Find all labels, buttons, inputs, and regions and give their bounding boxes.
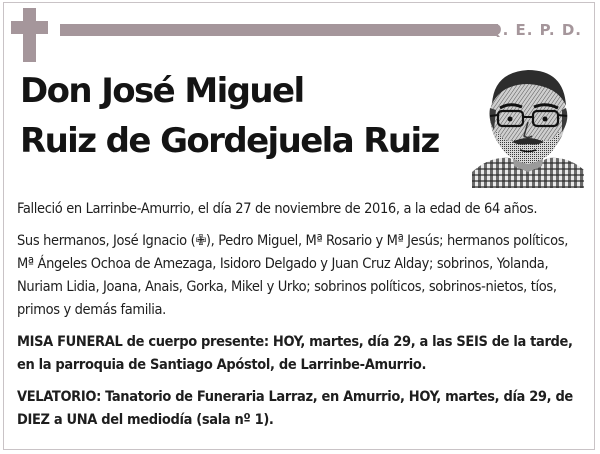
cross-horizontal bbox=[11, 21, 48, 34]
name-line-1: Don José Miguel bbox=[20, 71, 304, 111]
funeral-paragraph: MISA FUNERAL de cuerpo presente: HOY, martes, día 29, a las SEIS de la tarde, en la parroquia de Santiago Apóstol, de Larrinbe-Amurrio. bbox=[17, 334, 573, 373]
portrait-drawing bbox=[472, 60, 584, 188]
family-text-after: ), Pedro Miguel, Mª Rosario y Mª Jesús; hermanos políticos, Mª Ángeles Ochoa de Amezaga, Isidoro Delgado y Juan Cruz Alday; sobrinos, Yolanda, Nuriam Lidia, Joana, Anais, Gorka, Mikel y Urko; sobrinos políticos, sobrinos-nietos, tíos, primos y demás familia. bbox=[17, 233, 568, 318]
deceased-name bbox=[20, 66, 439, 166]
deceased-cross-icon: ✙ bbox=[195, 233, 206, 249]
death-paragraph: Falleció en Larrinbe-Amurrio, el día 27 de noviembre de 2016, a la edad de 64 años. bbox=[17, 201, 538, 217]
wake-paragraph: VELATORIO: Tanatorio de Funeraria Larraz, en Amurrio, HOY, martes, día 29, de DIEZ a UNA del mediodía (sala nº 1). bbox=[17, 389, 573, 428]
family-text-before: Sus hermanos, José Ignacio ( bbox=[17, 233, 196, 249]
header-bar bbox=[60, 24, 498, 36]
qepd-label: Q. E. P. D. bbox=[488, 21, 582, 39]
family-paragraph bbox=[17, 230, 585, 322]
name-line-2: Ruiz de Gordejuela Ruiz bbox=[20, 121, 439, 161]
portrait-photo bbox=[472, 60, 584, 188]
cross-vertical bbox=[23, 8, 36, 62]
notice-body bbox=[17, 198, 585, 441]
